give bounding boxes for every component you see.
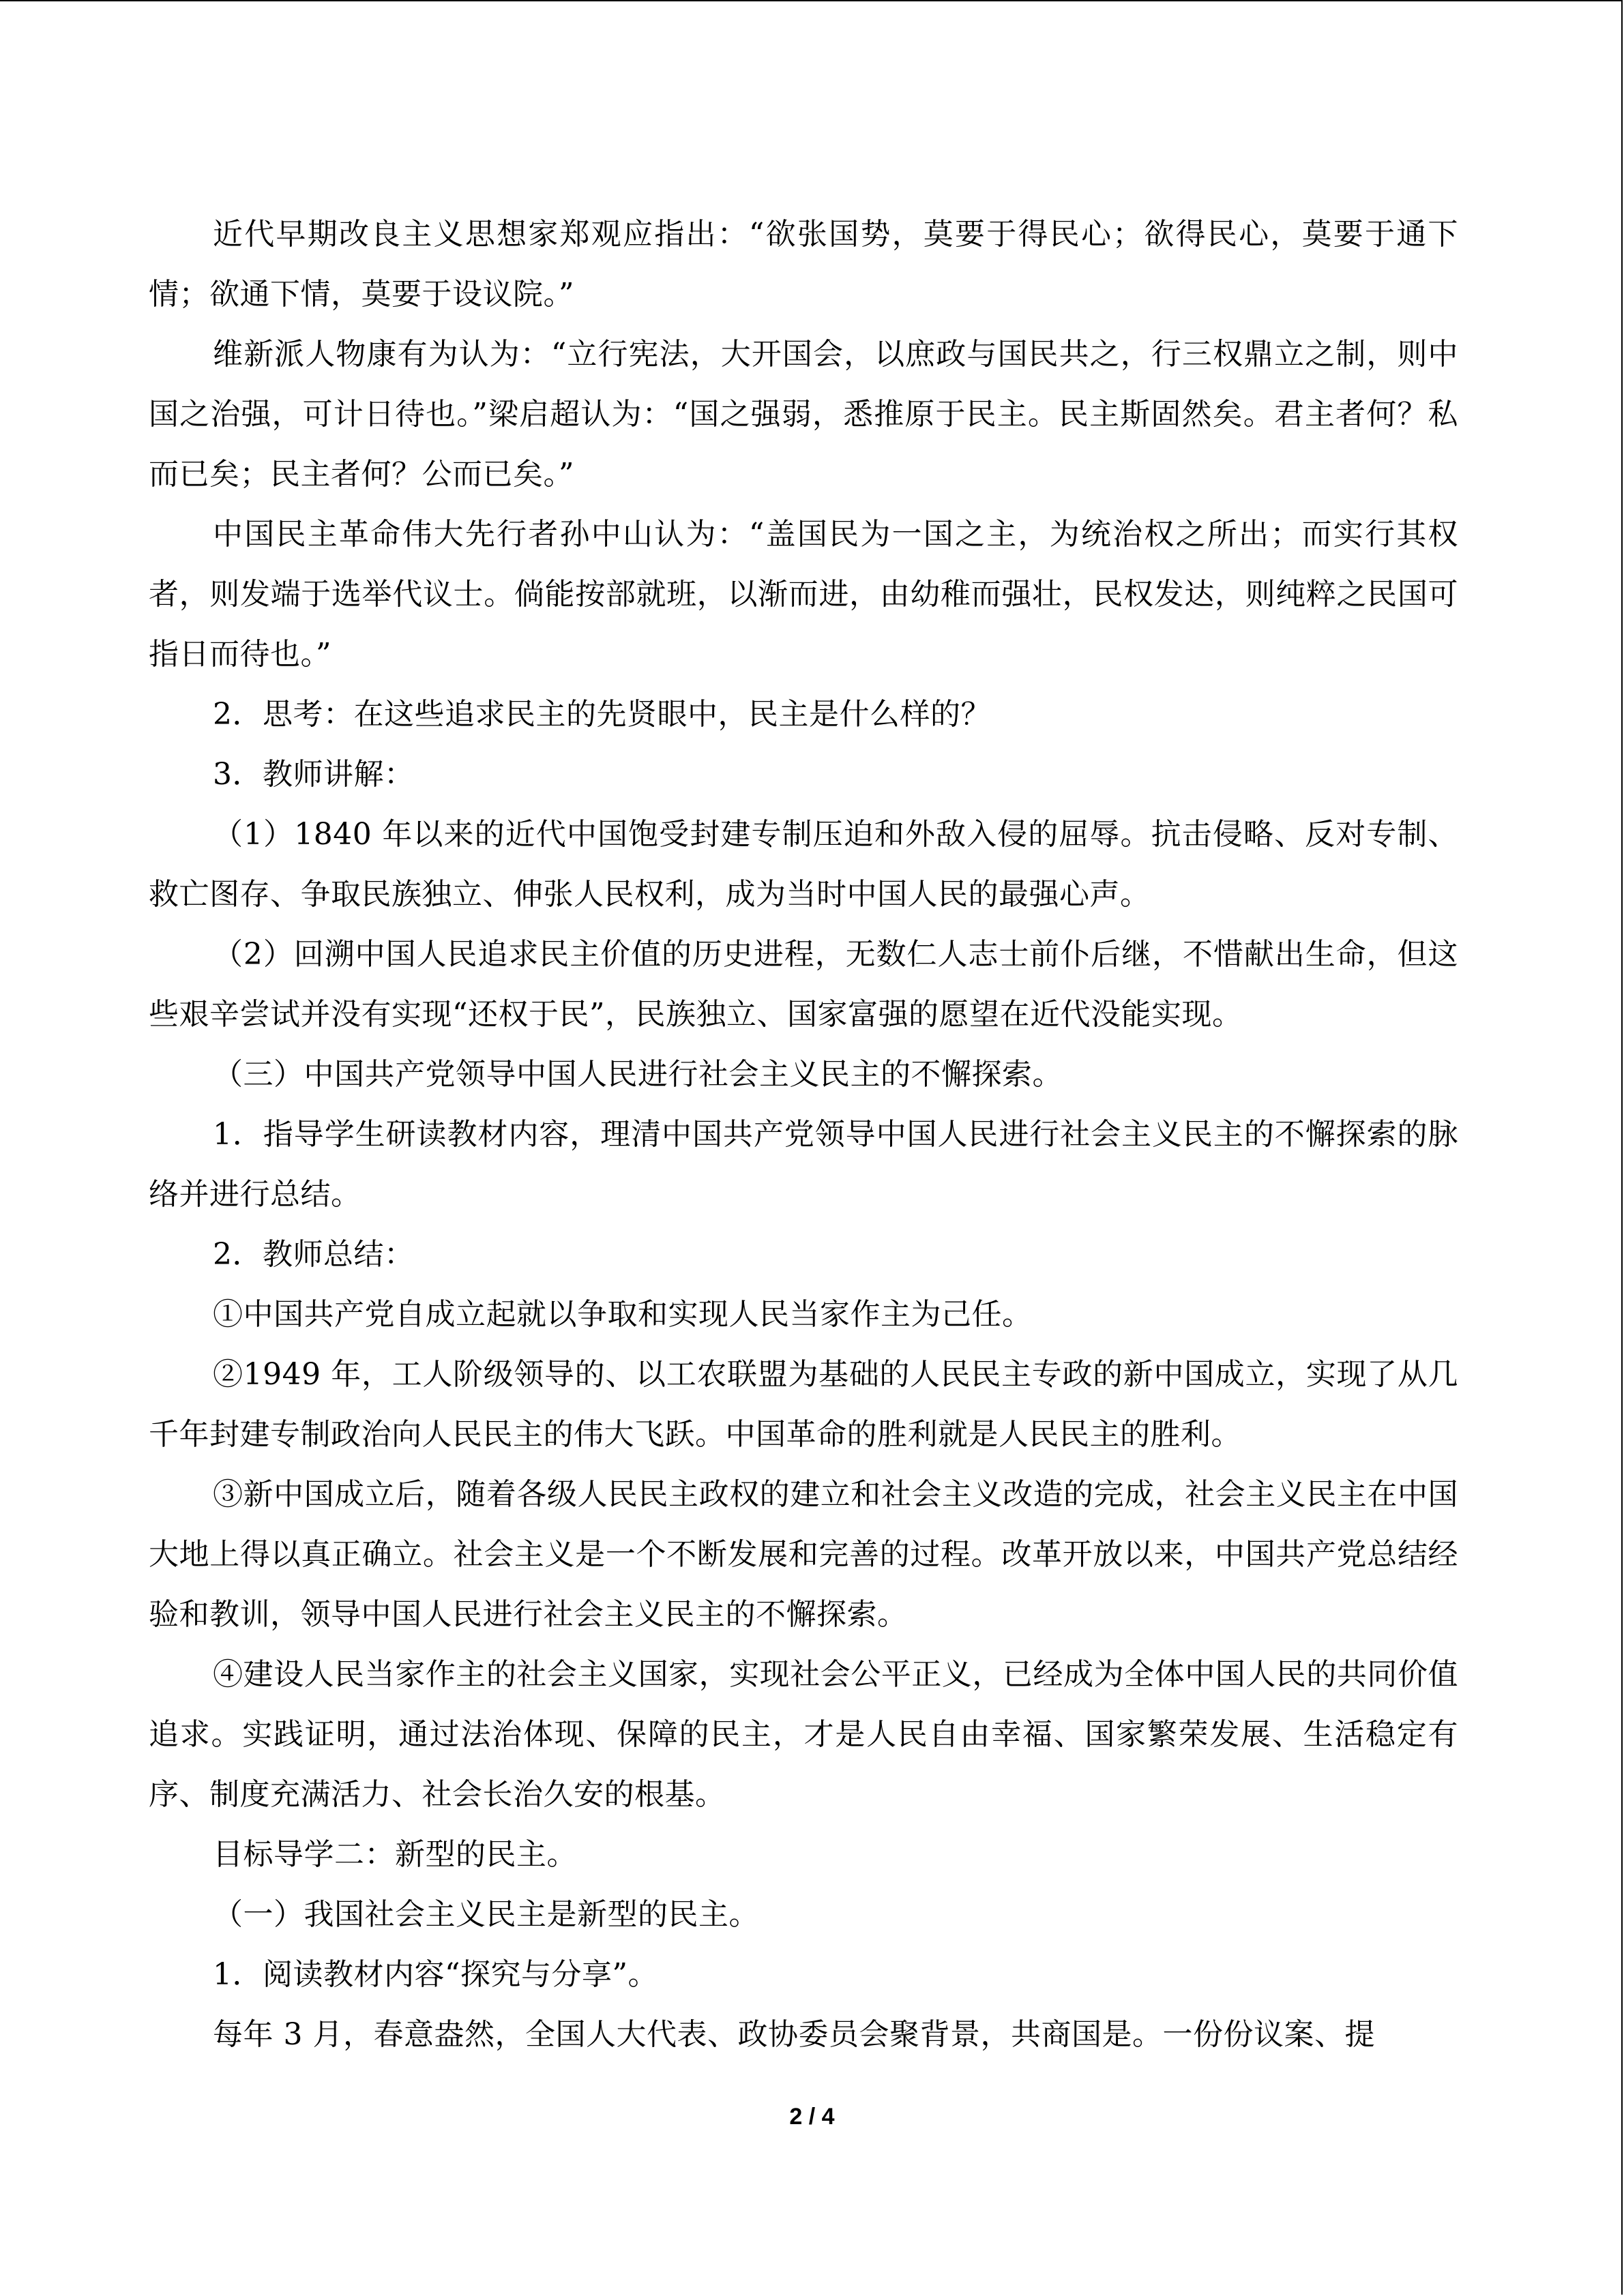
paragraph: 1．阅读教材内容“探究与分享”。 <box>213 1957 658 1992</box>
paragraph: （1）1840 年以来的近代中国饱受封建专制压迫和外敌入侵的屈辱。抗击侵略、反对专制、救亡图存、争取民族独立、伸张人民权利，成为当时中国人民的最强心声。 <box>149 817 1458 912</box>
list-item: ③新中国成立后，随着各级人民民主政权的建立和社会主义改造的完成，社会主义民主在中国大地上得以真正确立。社会主义是一个不断发展和完善的过程。改革开放以来，中国共产党总结经验和教训，领导中国人民进行社会主义民主的不懈探索。 <box>149 1477 1458 1632</box>
section-heading: （三）中国共产党领导中国人民进行社会主义民主的不懈探索。 <box>213 1057 1063 1092</box>
paragraph: 中国民主革命伟大先行者孙中山认为：“盖国民为一国之主，为统治权之所出；而实行其权者，则发端于选举代议士。倘能按部就班，以渐而进，由幼稚而强壮，民权发达，则纯粹之民国可指日而待也。” <box>149 517 1458 672</box>
paragraph: （2）回溯中国人民追求民主价值的历史进程，无数仁人志士前仆后继，不惜献出生命，但这些艰辛尝试并没有实现“还权于民”，民族独立、国家富强的愿望在近代没能实现。 <box>149 937 1458 1032</box>
document-body <box>149 205 1458 2065</box>
paragraph: 每年 3 月，春意盎然，全国人大代表、政协委员会聚背景，共商国是。一份份议案、提 <box>213 2017 1375 2052</box>
list-item: ②1949 年，工人阶级领导的、以工农联盟为基础的人民民主专政的新中国成立，实现了从几千年封建专制政治向人民民主的伟大飞跃。中国革命的胜利就是人民民主的胜利。 <box>149 1357 1458 1452</box>
list-item: ①中国共产党自成立起就以争取和实现人民当家作主为己任。 <box>213 1297 1033 1332</box>
section-heading: （一）我国社会主义民主是新型的民主。 <box>213 1897 759 1932</box>
list-item: ④建设人民当家作主的社会主义国家，实现社会公平正义，已经成为全体中国人民的共同价值追求。实践证明，通过法治体现、保障的民主，才是人民自由幸福、国家繁荣发展、生活稳定有序、制度充满活力、社会长治久安的根基。 <box>149 1657 1458 1812</box>
paragraph: 2．思考：在这些追求民主的先贤眼中，民主是什么样的？ <box>213 697 991 732</box>
paragraph: 2．教师总结： <box>213 1237 415 1272</box>
page-number: 2 / 4 <box>789 2104 835 2130</box>
paragraph: 1．指导学生研读教材内容，理清中国共产党领导中国人民进行社会主义民主的不懈探索的脉络并进行总结。 <box>149 1117 1458 1212</box>
paragraph: 维新派人物康有为认为：“立行宪法，大开国会，以庶政与国民共之，行三权鼎立之制，则中国之治强，可计日待也。”梁启超认为：“国之强弱，悉推原于民主。民主斯固然矣。君主者何？私而已矣；民主者何？公而已矣。” <box>149 337 1459 492</box>
paragraph: 3．教师讲解： <box>213 757 415 792</box>
paragraph: 近代早期改良主义思想家郑观应指出：“欲张国势，莫要于得民心；欲得民心，莫要于通下情；欲通下情，莫要于设议院。” <box>149 217 1458 312</box>
section-heading: 目标导学二：新型的民主。 <box>213 1837 577 1872</box>
